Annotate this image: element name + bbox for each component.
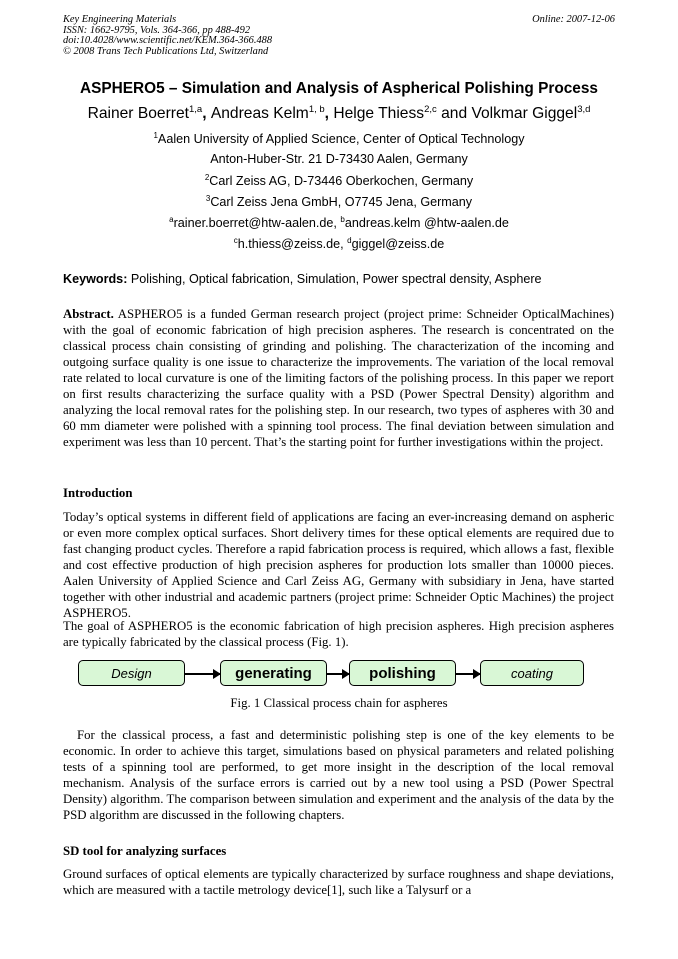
affiliation-1-address: Anton-Huber-Str. 21 D-73430 Aalen, Germany <box>210 152 468 166</box>
copyright-line: © 2008 Trans Tech Publications Ltd, Switzerland <box>63 45 269 57</box>
author-list <box>0 104 678 123</box>
affil-text: Carl Zeiss AG, D-73446 Oberkochen, Germany <box>209 174 474 189</box>
affiliation-2 <box>0 173 678 188</box>
affiliation-3 <box>0 194 678 209</box>
author-separator: , <box>324 105 334 123</box>
affil-sup: 2 <box>204 173 210 182</box>
email-link[interactable]: giggel@zeiss.de <box>351 237 445 252</box>
author-name: Helge Thiess <box>333 105 425 123</box>
keywords-text: Polishing, Optical fabrication, Simulation, Power spectral density, Asphere <box>127 272 542 286</box>
abstract-text: ASPHERO5 is a funded German research project (project prime: Schneider OpticalMachines) with the goal of economic fabrication of high precision aspheres. The research is concentrated on the classical process chain consisting of grinding and polishing. The characterization of the incoming and outgoing surface quality is one issue to characterize the improvements. The variation of the local removal rate related to local curvature is one of the limiting factors of the polishing process. In this paper we report on first results characterizing the surface quality with a PSD (Power Spectral Density) algorithm and analyzing the local removal rates for the polishing step. In our research, two types of aspheres with 30 and 60 mm diameter were polished with a spinning tool process. The final deviation between simulation and experiment was less than 10 percent. That’s the starting point for further investigations within the project. <box>63 307 614 449</box>
author-affil-sup: 1, b <box>308 104 325 115</box>
section-heading-introduction: Introduction <box>63 486 133 500</box>
email-sup: b <box>340 215 345 224</box>
abstract-label: Abstract. <box>63 307 114 321</box>
author-affil-sup: 3,d <box>577 104 591 115</box>
figure-caption: Fig. 1 Classical process chain for aspheres <box>230 696 448 710</box>
sd-paragraph-1: Ground surfaces of optical elements are typically characterized by surface roughness and shape deviations, which are measured with a tactile metrology device[1], such like a Talysurf or a <box>63 867 614 897</box>
affil-sup: 1 <box>153 131 158 140</box>
doi-line: doi:10.4028/www.scientific.net/KEM.364-366.488 <box>63 35 273 47</box>
arrow-icon <box>456 673 480 675</box>
email-line-2 <box>0 236 678 251</box>
paper-title: ASPHERO5 – Simulation and Analysis of Aspherical Polishing Process <box>79 80 598 97</box>
step-label: Design <box>111 665 152 681</box>
author-name: Rainer Boerret <box>87 105 189 123</box>
email-sup: c <box>233 236 238 245</box>
step-label: polishing <box>369 664 436 682</box>
step-label: coating <box>511 665 553 681</box>
author-name: Volkmar Giggel <box>471 105 578 123</box>
email-link[interactable]: rainer.boerret@htw-aalen.de, <box>173 216 341 231</box>
email-sup: a <box>169 215 174 224</box>
running-header <box>63 15 615 57</box>
affiliation-1 <box>0 131 678 146</box>
intro-paragraph-1: Today’s optical systems in different field of applications are facing an ever-increasing demand on aspheric or even more complex optical surfaces. Short delivery times for these optical elements are required due to fast changing product cycles. Therefore a rapid fabrication process is required, which allows a fast, flexible and cost effective production of high precision aspheres for production lots smaller than 10000 pieces. Aalen University of Applied Science and Carl Zeiss AG, Germany with subsidiary in Jena, have started together with other industrial and academic partners (project prime: Schneider Optic Machines) the project ASPHERO5. <box>63 510 614 620</box>
step-polishing-box <box>349 660 456 686</box>
step-design-box <box>78 660 185 686</box>
affil-text: Aalen University of Applied Science, Center of Optical Technology <box>157 132 525 147</box>
online-date: Online: 2007-12-06 <box>532 14 615 25</box>
intro-paragraph-2: The goal of ASPHERO5 is the economic fabrication of high precision aspheres. High precision aspheres are typically fabricated by the classical process (Fig. 1). <box>63 619 614 649</box>
keywords-label: Keywords: <box>63 272 128 286</box>
arrow-icon <box>185 673 220 675</box>
intro-paragraph-3: For the classical process, a fast and deterministic polishing step is one of the key elements to be economic. In order to achieve this target, simulations based on physical parameters and related polishing tests of a spinning tool are performed, to get more insight in the description of the local removal mechanism. Analysis of the surface errors is carried out by a new tool using a PSD (Power Spectral Density) algorithm. The comparison between simulation and experiment and the analysis of the data by the PSD algorithm are discussed in the following chapters. <box>63 728 614 822</box>
step-coating-box <box>480 660 584 686</box>
author-affil-sup: 2,c <box>424 104 437 115</box>
author-separator: and <box>436 105 472 123</box>
process-chain-figure <box>78 660 608 690</box>
journal-name: Key Engineering Materials <box>63 14 177 25</box>
email-link[interactable]: h.thiess@zeiss.de, <box>237 237 348 252</box>
abstract <box>63 306 614 450</box>
affil-sup: 3 <box>205 194 211 203</box>
step-label: generating <box>235 664 312 682</box>
issn-line: ISSN: 1662-9795, Vols. 364-366, pp 488-492 <box>63 24 251 36</box>
step-generating-box <box>220 660 327 686</box>
author-name: Andreas Kelm <box>210 105 309 123</box>
author-separator: , <box>202 105 211 123</box>
author-affil-sup: 1,a <box>188 104 203 115</box>
email-link[interactable]: andreas.kelm @htw-aalen.de <box>344 216 509 231</box>
email-line-1 <box>0 215 678 230</box>
arrow-icon <box>327 673 349 675</box>
keywords <box>63 272 542 286</box>
section-heading-sd-tool: SD tool for analyzing surfaces <box>63 844 227 858</box>
affil-text: Carl Zeiss Jena GmbH, O7745 Jena, Germany <box>210 195 473 210</box>
email-sup: d <box>347 236 352 245</box>
